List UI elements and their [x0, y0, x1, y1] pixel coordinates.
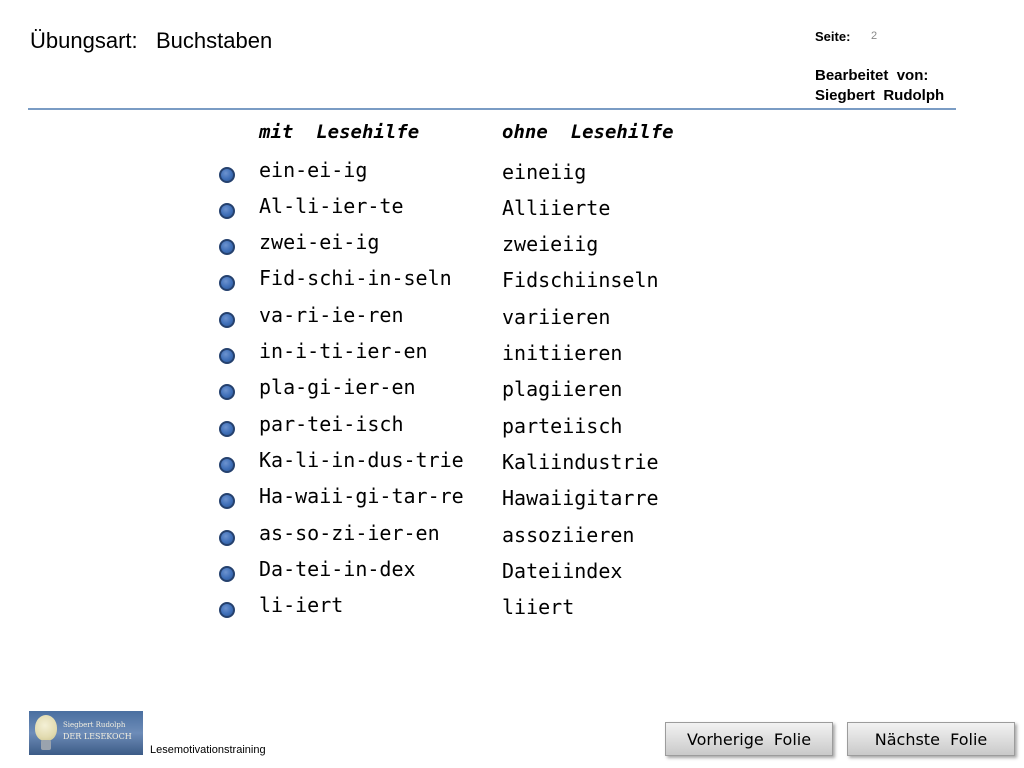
bullet-button[interactable] — [219, 384, 235, 400]
word-row — [0, 158, 800, 194]
word-row — [0, 484, 800, 520]
hyphenated-word: Da-tei-in-dex — [259, 557, 416, 581]
bullet-button[interactable] — [219, 493, 235, 509]
bullet-button[interactable] — [219, 457, 235, 473]
word-row — [0, 593, 800, 629]
word-row — [0, 448, 800, 484]
lightbulb-icon — [35, 715, 57, 741]
hyphenated-word: zwei-ei-ig — [259, 230, 380, 254]
word-row — [0, 194, 800, 230]
plain-word: Hawaiigitarre — [502, 486, 659, 510]
hyphenated-word: va-ri-ie-ren — [259, 303, 404, 327]
logo-brand-text: DER LESEKOCH — [63, 732, 132, 741]
hyphenated-word: par-tei-isch — [259, 412, 404, 436]
bullet-button[interactable] — [219, 203, 235, 219]
plain-word: Fidschiinseln — [502, 268, 659, 292]
editor-label: Bearbeitet von: — [815, 67, 929, 84]
exercise-type-value: Buchstaben — [156, 28, 273, 53]
word-row — [0, 230, 800, 266]
hyphenated-word: li-iert — [259, 593, 344, 617]
plain-word: Alliierte — [502, 196, 611, 220]
plain-word: Kaliindustrie — [502, 450, 659, 474]
logo-author-text: Siegbert Rudolph — [63, 721, 126, 729]
column-heading-with-aid: mit Lesehilfe — [259, 121, 420, 143]
bullet-button[interactable] — [219, 312, 235, 328]
hyphenated-word: in-i-ti-ier-en — [259, 339, 428, 363]
word-row — [0, 266, 800, 302]
word-row — [0, 375, 800, 411]
plain-word: liiert — [502, 595, 575, 619]
editor-name: Siegbert Rudolph — [815, 87, 945, 104]
bullet-button[interactable] — [219, 239, 235, 255]
plain-word: parteiisch — [502, 414, 623, 438]
hyphenated-word: pla-gi-ier-en — [259, 375, 416, 399]
header-divider — [28, 108, 956, 110]
bullet-button[interactable] — [219, 566, 235, 582]
hyphenated-word: Al-li-ier-te — [259, 194, 404, 218]
word-row — [0, 557, 800, 593]
bullet-button[interactable] — [219, 421, 235, 437]
hyphenated-word: as-so-zi-ier-en — [259, 521, 440, 545]
plain-word: Dateiindex — [502, 559, 623, 583]
hyphenated-word: ein-ei-ig — [259, 158, 368, 182]
page-label: Seite: — [815, 29, 851, 44]
lightbulb-base-icon — [41, 740, 51, 750]
exercise-type-label: Übungsart: — [30, 28, 138, 53]
plain-word: eineiig — [502, 160, 587, 184]
plain-word: zweieiig — [502, 232, 599, 256]
column-heading-without-aid: ohne Lesehilfe — [502, 121, 674, 143]
hyphenated-word: Ka-li-in-dus-trie — [259, 448, 464, 472]
bullet-button[interactable] — [219, 530, 235, 546]
plain-word: plagiieren — [502, 377, 623, 401]
word-row — [0, 521, 800, 557]
bullet-button[interactable] — [219, 167, 235, 183]
plain-word: variieren — [502, 305, 611, 329]
plain-word: assoziieren — [502, 523, 635, 547]
word-row — [0, 303, 800, 339]
bullet-button[interactable] — [219, 275, 235, 291]
lesekoch-logo — [29, 711, 143, 755]
next-slide-button[interactable]: Nächste Folie — [847, 722, 1015, 756]
hyphenated-word: Ha-waii-gi-tar-re — [259, 484, 464, 508]
word-row — [0, 339, 800, 375]
plain-word: initiieren — [502, 341, 623, 365]
page-number: 2 — [871, 30, 878, 42]
previous-slide-button[interactable]: Vorherige Folie — [665, 722, 833, 756]
bullet-button[interactable] — [219, 602, 235, 618]
word-row — [0, 412, 800, 448]
hyphenated-word: Fid-schi-in-seln — [259, 266, 452, 290]
bullet-button[interactable] — [219, 348, 235, 364]
training-label: Lesemotivationstraining — [150, 744, 266, 756]
